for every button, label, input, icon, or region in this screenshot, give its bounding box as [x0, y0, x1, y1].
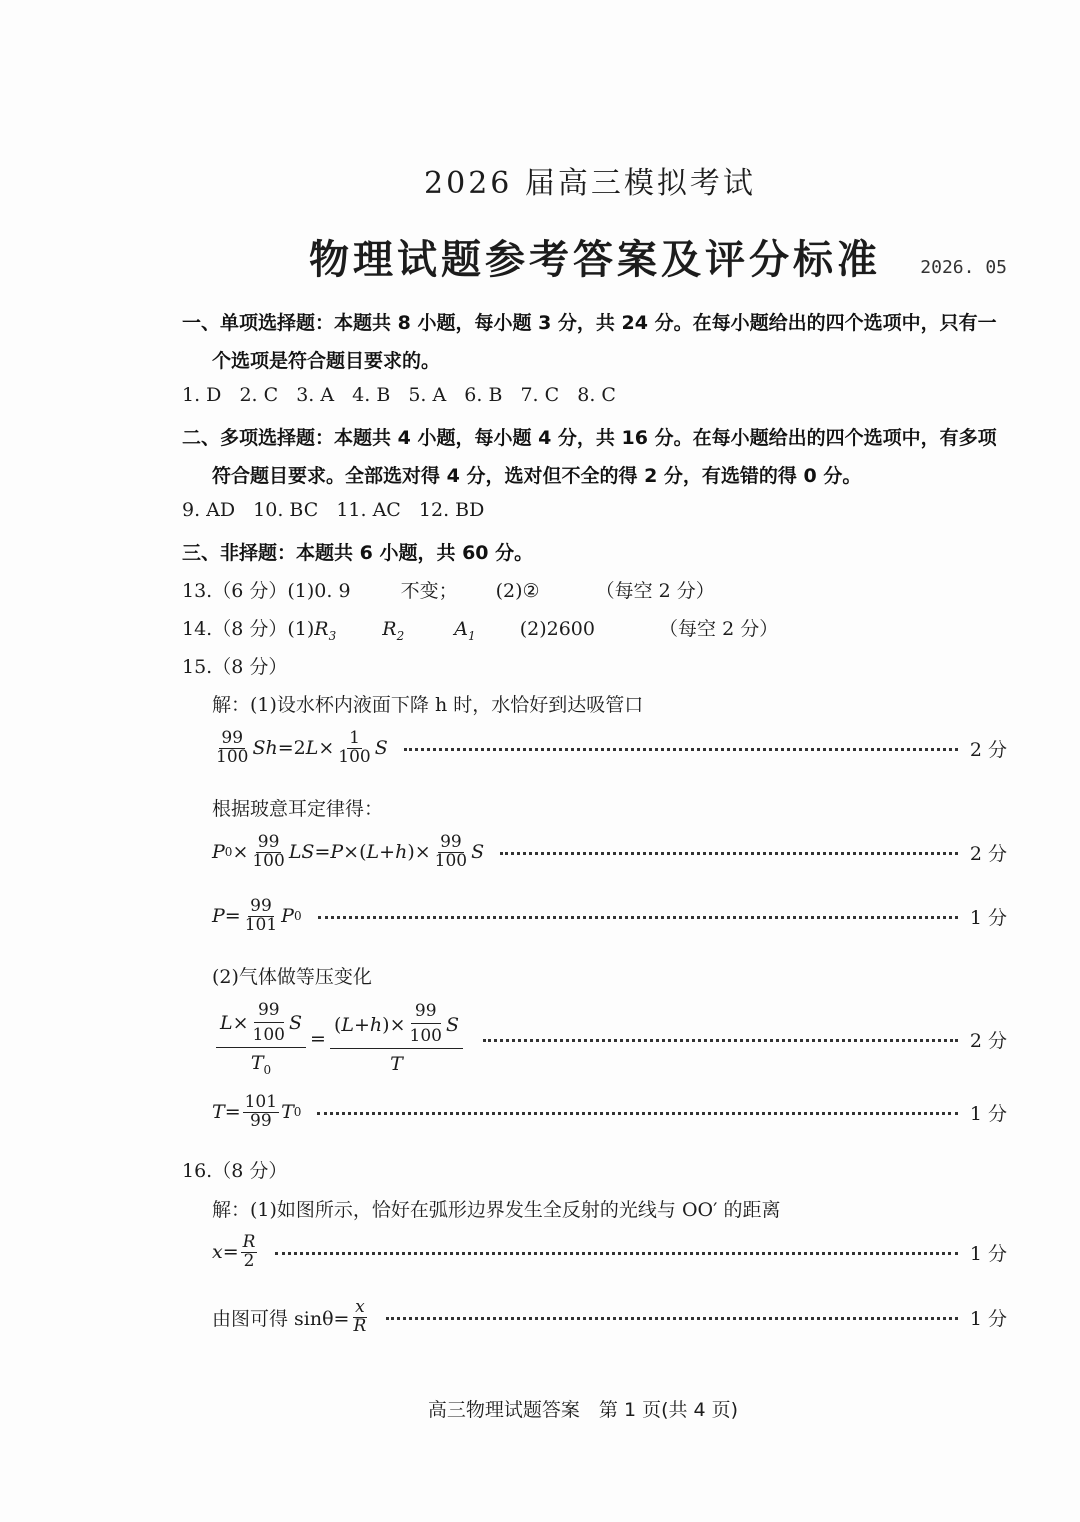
q14-row [182, 614, 778, 643]
q16-from-fig: 由图可得 sinθ= [212, 1307, 350, 1330]
q15-score-4: 2 分 [969, 1029, 1007, 1052]
q15-score-2: 2 分 [969, 842, 1007, 865]
q15-part2: (2)气体做等压变化 [212, 966, 372, 988]
exam-date: 2026. 05 [920, 257, 1007, 278]
q15-intro: 解：(1)设水杯内液面下降 h 时，水恰好到达吸管口 [212, 694, 644, 716]
q14-part2: (2)2600 [519, 618, 595, 640]
q16-score-1: 1 分 [969, 1242, 1007, 1265]
section1-heading-cont: 个选项是符合题目要求的。 [212, 350, 441, 372]
answer-1: 1. D [182, 384, 222, 406]
q15-eq5: T = $\frac{101}{99}$ T 0 1 分 [212, 1092, 1007, 1131]
q14-note: （每空 2 分） [659, 618, 779, 640]
q16-eq1: x = $\frac{R}{2}$ 1 分 [212, 1232, 1007, 1271]
q15-eq4: L × $\frac{99}{100}$ S $T_0$ = ( L + h )× $\frac{99}{100}$ S T 2 分 [212, 1002, 1007, 1076]
section2-heading-cont: 符合题目要求。全部选对得 4 分，选对但不全的得 2 分，有选错的得 0 分。 [212, 465, 862, 487]
q13-note: （每空 2 分） [595, 580, 715, 602]
answer-9: 9. AD [182, 499, 236, 521]
q13-part2: (2)② [495, 580, 540, 602]
section3-heading: 三、非择题：本题共 6 小题，共 60 分。 [182, 542, 534, 564]
answer-12: 12. BD [418, 499, 485, 521]
q15-label: 15.（8 分） [182, 656, 288, 678]
q13-part1: (1)0. 9 [287, 580, 351, 602]
q13-row [182, 576, 715, 603]
section2-heading: 二、多项选择题：本题共 4 小题，每小题 4 分，共 16 分。在每小题给出的四个选项中，有多项 [182, 427, 997, 449]
answer-6: 6. B [464, 384, 503, 406]
q15-law: 根据玻意耳定律得： [212, 798, 384, 820]
page-title: 物理试题参考答案及评分标准 [309, 237, 881, 283]
q14-part1: (1) [287, 618, 315, 640]
section1-heading: 一、单项选择题：本题共 8 小题，每小题 3 分，共 24 分。在每小题给出的四个选项中，只有一 [182, 312, 997, 334]
q16-intro: 解：(1)如图所示，恰好在弧形边界发生全反射的光线与 OO′ 的距离 [212, 1199, 781, 1221]
q16-eq2: 由图可得 sinθ= $\frac{x}{R}$ 1 分 [212, 1297, 1007, 1336]
answer-5: 5. A [408, 384, 447, 406]
q16-label: 16.（8 分） [182, 1160, 288, 1182]
section1-answers [182, 384, 628, 406]
answer-2: 2. C [239, 384, 279, 406]
answer-8: 8. C [577, 384, 616, 406]
page-footer: 高三物理试题答案 第 1 页(共 4 页) [427, 1399, 739, 1421]
q14-r3: $R_3$ [314, 618, 337, 643]
q14-a1: $A_1$ [454, 618, 476, 643]
exam-title: 2026 届高三模拟考试 [424, 166, 756, 201]
answer-10: 10. BC [253, 499, 319, 521]
answer-7: 7. C [520, 384, 560, 406]
q15-score-5: 1 分 [969, 1102, 1007, 1125]
q13-label: 13.（6 分） [182, 580, 288, 602]
q15-score-1: 2 分 [969, 738, 1007, 761]
q16-score-2: 1 分 [969, 1307, 1007, 1330]
q13-part1b: 不变； [400, 580, 458, 602]
answer-4: 4. B [352, 384, 391, 406]
answer-11: 11. AC [336, 499, 401, 521]
answer-3: 3. A [296, 384, 335, 406]
q15-eq2: P 0 × $\frac{99}{100}$ LS = P ×( L + h )× $\frac{99}{100}$ S 2 分 [212, 832, 1007, 871]
q14-r2: $R_2$ [382, 618, 405, 643]
q14-label: 14.（8 分） [182, 618, 288, 640]
q15-score-3: 1 分 [969, 906, 1007, 929]
q15-eq3: P = $\frac{99}{101}$ P 0 1 分 [212, 896, 1007, 935]
q15-eq1: $\frac{99}{100}$ Sh =2 L × $\frac{1}{100}$ S 2 分 [216, 728, 1007, 767]
section2-answers [182, 499, 496, 521]
